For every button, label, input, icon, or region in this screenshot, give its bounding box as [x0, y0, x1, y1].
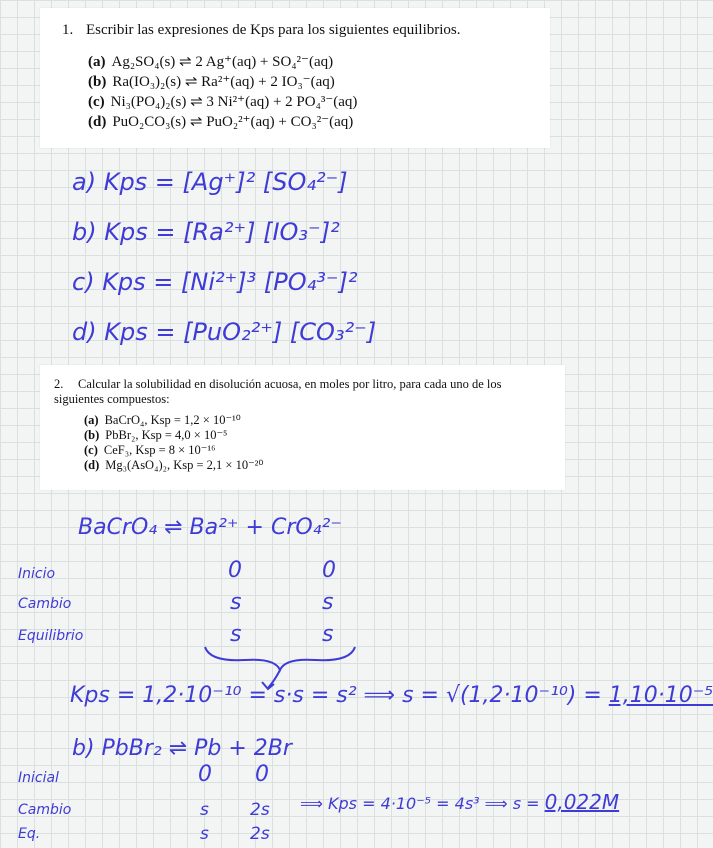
question-1-card [40, 8, 550, 148]
item-text: PbBr₂, Ksp = 4,0 × 10⁻⁵ [105, 428, 228, 442]
item-text: CeF₃, Ksp = 8 × 10⁻¹⁶ [103, 443, 216, 457]
value-eq-cro4: s [322, 622, 334, 647]
value-eq-ba: s [230, 622, 242, 647]
question-1-text: Escribir las expresiones de Kps para los siguientes equilibrios. [86, 22, 461, 38]
question-2-number: 2. [54, 377, 64, 391]
item-text: Ag₂SO₄(s) ⇌ 2 Ag⁺(aq) + SO₄²⁻(aq) [111, 54, 334, 70]
work-kps-b [300, 790, 619, 814]
question-2-item-c [84, 443, 263, 458]
result-b: 0,022M [544, 790, 620, 814]
value-b-eq-br: 2s [250, 824, 270, 844]
value-b-cambio-br: 2s [250, 800, 270, 820]
value-inicio-cro4: 0 [322, 558, 336, 583]
question-2-card [40, 365, 565, 490]
answer-1b: b) Kps = [Ra²⁺] [IO₃⁻]² [72, 218, 340, 246]
item-text: PuO₂CO₃(s) ⇌ PuO₂²⁺(aq) + CO₃²⁻(aq) [112, 114, 354, 130]
row-label-cambio: Cambio [18, 596, 72, 612]
value-b-inicio-br: 0 [255, 762, 269, 787]
answer-1a: a) Kps = [Ag⁺]² [SO₄²⁻] [72, 168, 348, 196]
value-b-inicio-pb: 0 [198, 762, 212, 787]
question-1-statement [62, 22, 542, 39]
answer-1d: d) Kps = [PuO₂²⁺] [CO₃²⁻] [72, 318, 377, 346]
value-cambio-ba: s [230, 590, 242, 615]
kps-b-expression: ⟹ Kps = 4·10⁻⁵ = 4s³ ⟹ s = [300, 794, 540, 813]
value-b-eq-pb: s [200, 824, 209, 844]
item-text: BaCrO₄, Ksp = 1,2 × 10⁻¹⁰ [104, 413, 241, 427]
question-2-item-d [84, 458, 263, 473]
item-label: (d) [88, 114, 107, 130]
question-2-item-b [84, 428, 263, 443]
row-label-eq-b: Eq. [18, 826, 41, 842]
item-label: (a) [84, 413, 99, 427]
value-cambio-cro4: s [322, 590, 334, 615]
answer-1c: c) Kps = [Ni²⁺]³ [PO₄³⁻]² [72, 268, 358, 296]
question-2-text: Calcular la solubilidad en disolución acuosa, en moles por litro, para cada uno de los siguientes compuestos: [54, 377, 502, 406]
question-1-items [88, 52, 357, 132]
item-label: (c) [84, 443, 98, 457]
item-text: Ni₃(PO₄)₂(s) ⇌ 3 Ni²⁺(aq) + 2 PO₄³⁻(aq) [110, 94, 358, 110]
work-kps-a [70, 683, 713, 708]
question-1-item-a [88, 52, 357, 72]
row-label-equilibrio: Equilibrio [18, 628, 84, 644]
question-1-item-b [88, 72, 357, 92]
value-b-cambio-pb: s [200, 800, 209, 820]
question-2-items [84, 413, 263, 473]
row-label-cambio-b: Cambio [18, 802, 72, 818]
item-label: (c) [88, 94, 105, 110]
question-1-item-c [88, 92, 357, 112]
item-label: (a) [88, 54, 106, 70]
row-label-inicial: Inicial [18, 770, 59, 786]
item-label: (b) [84, 428, 100, 442]
question-2-statement [54, 377, 554, 407]
item-text: Mg₃(AsO₄)₂, Ksp = 2,1 × 10⁻²⁰ [105, 458, 264, 472]
work-reaction-b: b) PbBr₂ ⇌ Pb + 2Br [72, 736, 292, 761]
question-2-item-a [84, 413, 263, 428]
kps-a-expression: Kps = 1,2·10⁻¹⁰ = s·s = s² ⟹ s = √(1,2·10⁻¹⁰) = [70, 683, 602, 708]
row-label-inicio: Inicio [18, 566, 56, 582]
result-a: 1,10·10⁻⁵ [608, 683, 713, 708]
work-reaction-a: BaCrO₄ ⇌ Ba²⁺ + CrO₄²⁻ [78, 515, 342, 540]
question-1-number: 1. [62, 22, 74, 38]
item-label: (d) [84, 458, 100, 472]
value-inicio-ba: 0 [228, 558, 242, 583]
question-1-item-d [88, 112, 357, 132]
item-text: Ra(IO₃)₂(s) ⇌ Ra²⁺(aq) + 2 IO₃⁻(aq) [112, 74, 335, 90]
item-label: (b) [88, 74, 107, 90]
